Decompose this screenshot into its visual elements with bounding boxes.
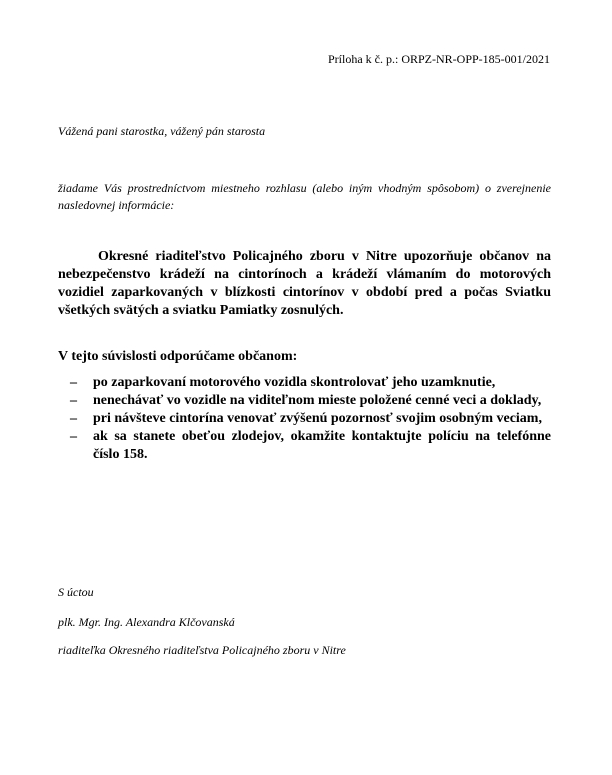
dash-bullet: – bbox=[70, 393, 77, 408]
recommendations-list bbox=[58, 374, 551, 464]
list-item bbox=[58, 410, 551, 428]
request-paragraph: žiadame Vás prostredníctvom miestneho rozhlasu (alebo iným vhodným spôsobom) o zverejnenie nasledovnej informácie: bbox=[58, 181, 551, 212]
dash-bullet: – bbox=[70, 411, 77, 426]
list-item-text: nenechávať vo vozidle na viditeľnom mieste položené cenné veci a doklady, bbox=[93, 393, 542, 408]
dash-bullet: – bbox=[70, 429, 77, 444]
closing-salutation: S úctou bbox=[58, 585, 94, 599]
signer-position: riaditeľka Okresného riaditeľstva Policajného zboru v Nitre bbox=[58, 643, 346, 657]
notice-paragraph: Okresné riaditeľstvo Policajného zboru v Nitre upozorňuje občanov na nebezpečenstvo krádeží na cintorínoch a krádeží vlámaním do motorových vozidiel zaparkovaných v blízkosti cintorínov v období pred a počas Sviatku všetkých svätých a sviatku Pamiatky zosnulých. bbox=[58, 249, 551, 318]
list-item-text: po zaparkovaní motorového vozidla skontrolovať jeho uzamknutie, bbox=[93, 375, 496, 390]
reference-number: Príloha k č. p.: ORPZ-NR-OPP-185-001/2021 bbox=[328, 52, 550, 66]
list-item bbox=[58, 374, 551, 392]
greeting: Vážená pani starostka, vážený pán starosta bbox=[58, 124, 266, 138]
recommendations-title: V tejto súvislosti odporúčame občanom: bbox=[58, 349, 298, 364]
list-item bbox=[58, 428, 551, 464]
list-item-text: pri návšteve cintorína venovať zvýšenú pozornosť svojim osobným veciam, bbox=[93, 411, 542, 426]
list-item-text: ak sa stanete obeťou zlodejov, okamžite kontaktujte políciu na telefónne číslo 158. bbox=[93, 429, 551, 462]
dash-bullet: – bbox=[70, 375, 77, 390]
signer-name: plk. Mgr. Ing. Alexandra Klčovanská bbox=[58, 615, 235, 629]
list-item bbox=[58, 392, 551, 410]
